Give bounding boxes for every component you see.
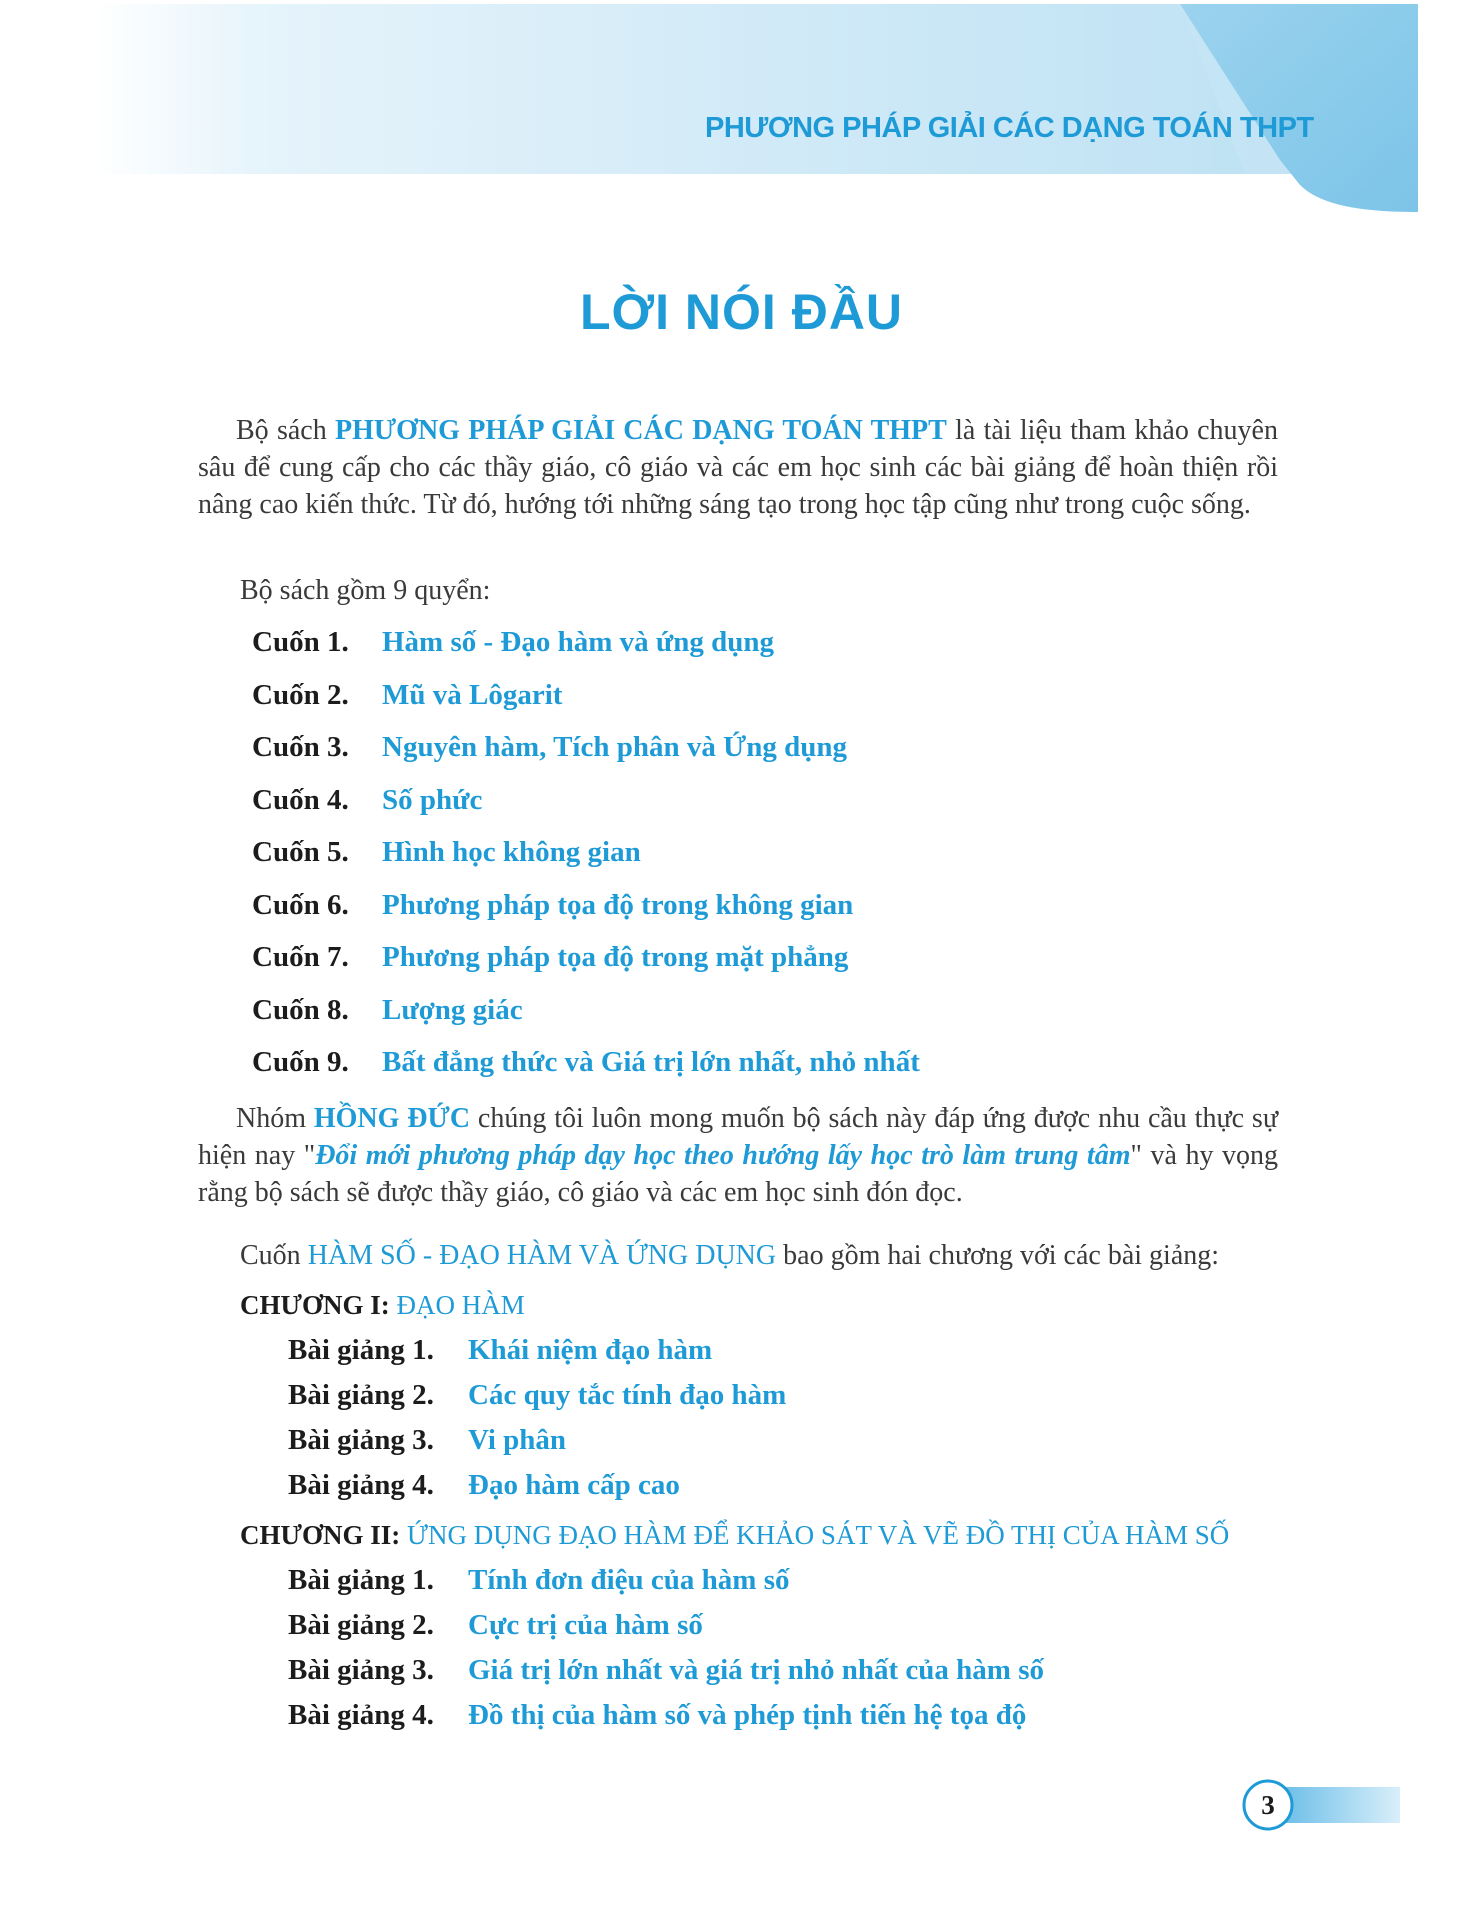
list-item bbox=[252, 941, 920, 994]
book-number: Cuốn 9. bbox=[252, 1046, 349, 1078]
group-text-end: " và hy vọng rằng bộ sách sẽ được thầy giáo, cô giáo và các em học sinh đón đọc. bbox=[198, 1140, 1279, 1208]
list-item bbox=[288, 1699, 1044, 1744]
list-item bbox=[252, 679, 920, 732]
list-item bbox=[288, 1379, 786, 1424]
books-intro: Bộ sách gồm 9 quyển: bbox=[240, 575, 491, 606]
book-number: Cuốn 3. bbox=[252, 731, 349, 763]
lesson-list bbox=[288, 1564, 1044, 1744]
book-title: Hình học không gian bbox=[382, 836, 641, 868]
slogan: Đổi mới phương pháp dạy học theo hướng lấy học trò làm trung tâm bbox=[315, 1140, 1131, 1171]
book-number: Cuốn 6. bbox=[252, 888, 349, 921]
lesson-number: Bài giảng 1. bbox=[288, 1334, 434, 1366]
chapter-name: ĐẠO HÀM bbox=[396, 1290, 525, 1320]
lesson-title: Đạo hàm cấp cao bbox=[468, 1469, 680, 1501]
lesson-number: Bài giảng 1. bbox=[288, 1564, 434, 1596]
volume-intro bbox=[240, 1240, 1219, 1272]
list-item bbox=[252, 626, 920, 679]
lesson-number: Bài giảng 2. bbox=[288, 1379, 434, 1411]
list-item bbox=[288, 1469, 786, 1514]
lesson-number: Bài giảng 3. bbox=[288, 1654, 434, 1686]
lesson-title: Đồ thị của hàm số và phép tịnh tiến hệ tọa độ bbox=[468, 1699, 1027, 1731]
list-item bbox=[252, 994, 920, 1047]
lesson-title: Cực trị của hàm số bbox=[468, 1609, 703, 1641]
chapter-label: CHƯƠNG II: bbox=[240, 1520, 407, 1550]
volume-text-start: Cuốn bbox=[240, 1240, 308, 1271]
book-title: Nguyên hàm, Tích phân và Ứng dụng bbox=[382, 731, 847, 763]
book-title: Hàm số - Đạo hàm và ứng dụng bbox=[382, 626, 775, 658]
book-number: Cuốn 7. bbox=[252, 941, 349, 973]
book-number: Cuốn 2. bbox=[252, 678, 349, 711]
chapter-name: ỨNG DỤNG ĐẠO HÀM ĐỂ KHẢO SÁT VÀ VẼ ĐỒ THỊ CỦA HÀM SỐ bbox=[407, 1520, 1230, 1550]
lesson-title: Tính đơn điệu của hàm số bbox=[468, 1564, 790, 1596]
page-number: 3 bbox=[1261, 1790, 1275, 1820]
book-title: Phương pháp tọa độ trong mặt phẳng bbox=[382, 941, 849, 973]
list-item bbox=[252, 889, 920, 942]
group-name: HỒNG ĐỨC bbox=[313, 1103, 471, 1134]
intro-text-start: Bộ sách bbox=[236, 415, 335, 446]
list-item bbox=[288, 1564, 1044, 1609]
header-band bbox=[0, 0, 1483, 215]
list-item bbox=[288, 1609, 1044, 1654]
book-number: Cuốn 1. bbox=[252, 626, 349, 658]
book-title: Số phức bbox=[382, 783, 483, 816]
page-number-badge bbox=[1240, 1777, 1400, 1833]
series-name-bold: PHƯƠNG PHÁP GIẢI CÁC DẠNG TOÁN THPT bbox=[335, 415, 947, 446]
list-item bbox=[288, 1654, 1044, 1699]
group-paragraph bbox=[198, 1100, 1278, 1211]
chapter-heading bbox=[240, 1290, 525, 1321]
page-title: LỜI NÓI ĐẦU bbox=[579, 284, 904, 340]
list-item bbox=[252, 1046, 920, 1099]
book-title: Bất đẳng thức và Giá trị lớn nhất, nhỏ nhất bbox=[382, 1046, 920, 1078]
lesson-title: Các quy tắc tính đạo hàm bbox=[468, 1379, 787, 1411]
lesson-title: Giá trị lớn nhất và giá trị nhỏ nhất của hàm số bbox=[468, 1654, 1044, 1686]
list-item bbox=[252, 784, 920, 837]
book-list bbox=[252, 626, 920, 1099]
volume-text-end: bao gồm hai chương với các bài giảng: bbox=[776, 1240, 1220, 1271]
group-text-middle: chúng tôi luôn mong muốn bộ sách này đáp ứng được nhu cầu thực sự hiện nay " bbox=[198, 1103, 1278, 1171]
book-title: Lượng giác bbox=[382, 993, 523, 1026]
intro-paragraph bbox=[198, 412, 1278, 523]
chapter-label: CHƯƠNG I: bbox=[240, 1290, 397, 1320]
list-item bbox=[288, 1334, 786, 1379]
lesson-number: Bài giảng 4. bbox=[288, 1469, 434, 1501]
book-title: Mũ và Lôgarit bbox=[382, 678, 563, 711]
group-text-start: Nhóm bbox=[236, 1103, 314, 1134]
series-title: PHƯƠNG PHÁP GIẢI CÁC DẠNG TOÁN THPT bbox=[705, 112, 1314, 144]
lesson-number: Bài giảng 2. bbox=[288, 1609, 434, 1641]
list-item bbox=[288, 1424, 786, 1469]
intro-text-end: là tài liệu tham khảo chuyên sâu để cung cấp cho các thầy giáo, cô giáo và các em học sinh các bài giảng để hoàn thiện rồi nâng cao kiến thức. Từ đó, hướng tới những sáng tạo trong học tập cũng như trong cuộc sống. bbox=[198, 415, 1278, 520]
lesson-title: Vi phân bbox=[468, 1424, 567, 1456]
list-item bbox=[252, 731, 920, 784]
chapter-heading bbox=[240, 1520, 1229, 1551]
lesson-number: Bài giảng 3. bbox=[288, 1424, 434, 1456]
book-number: Cuốn 4. bbox=[252, 783, 349, 816]
book-number: Cuốn 8. bbox=[252, 993, 349, 1026]
header-decoration bbox=[0, 0, 1483, 215]
volume-name: HÀM SỐ - ĐẠO HÀM VÀ ỨNG DỤNG bbox=[307, 1240, 777, 1271]
lesson-list bbox=[288, 1334, 786, 1514]
book-number: Cuốn 5. bbox=[252, 836, 349, 868]
lesson-number: Bài giảng 4. bbox=[288, 1699, 434, 1731]
lesson-title: Khái niệm đạo hàm bbox=[468, 1334, 713, 1366]
book-title: Phương pháp tọa độ trong không gian bbox=[382, 888, 854, 921]
list-item bbox=[252, 836, 920, 889]
